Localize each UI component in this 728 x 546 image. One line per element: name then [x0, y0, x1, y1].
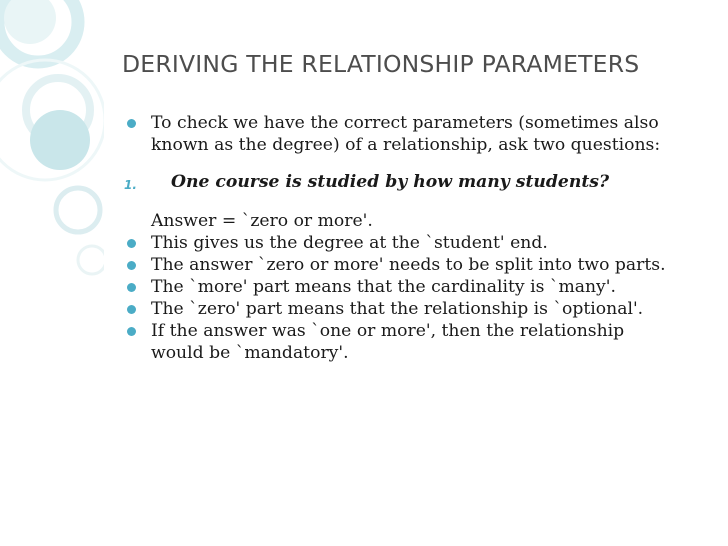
- list-item: [124, 232, 724, 254]
- answer-line: [124, 210, 724, 232]
- bullet-icon: [127, 327, 136, 336]
- bullet-icon: [127, 305, 136, 314]
- bullet-icon: [127, 119, 136, 128]
- question-number: 1.: [124, 178, 137, 192]
- question-text: One course is studied by how many students?: [171, 172, 610, 192]
- list-item: [124, 320, 724, 364]
- list-item: [124, 298, 724, 320]
- bullet-icon: [127, 283, 136, 292]
- bullet-icon: [127, 261, 136, 270]
- intro-line-2: known as the degree) of a relationship, ask two questions:: [151, 135, 661, 155]
- decorative-circles-graphic: [0, 0, 104, 546]
- last-line-2: would be `mandatory'.: [151, 343, 349, 363]
- answer-text: Answer = `zero or more'.: [151, 211, 373, 231]
- list-item: [124, 254, 724, 276]
- bullet-text: The `more' part means that the cardinality is `many'.: [151, 277, 616, 297]
- intro-line-1: To check we have the correct parameters (sometimes also: [151, 113, 659, 133]
- list-item: [124, 112, 724, 156]
- bullet-icon: [127, 239, 136, 248]
- bullet-text: This gives us the degree at the `student' end.: [151, 233, 548, 253]
- bullet-text: The answer `zero or more' needs to be split into two parts.: [151, 255, 666, 275]
- last-line-1: If the answer was `one or more', then the relationship: [151, 321, 625, 341]
- list-item: [124, 276, 724, 298]
- slide-body: [124, 112, 724, 364]
- bullet-text: The `zero' part means that the relationship is `optional'.: [151, 299, 644, 319]
- decorative-sidebar: [0, 0, 104, 546]
- slide-title: DERIVING THE RELATIONSHIP PARAMETERS: [122, 50, 640, 78]
- numbered-question: [124, 171, 724, 193]
